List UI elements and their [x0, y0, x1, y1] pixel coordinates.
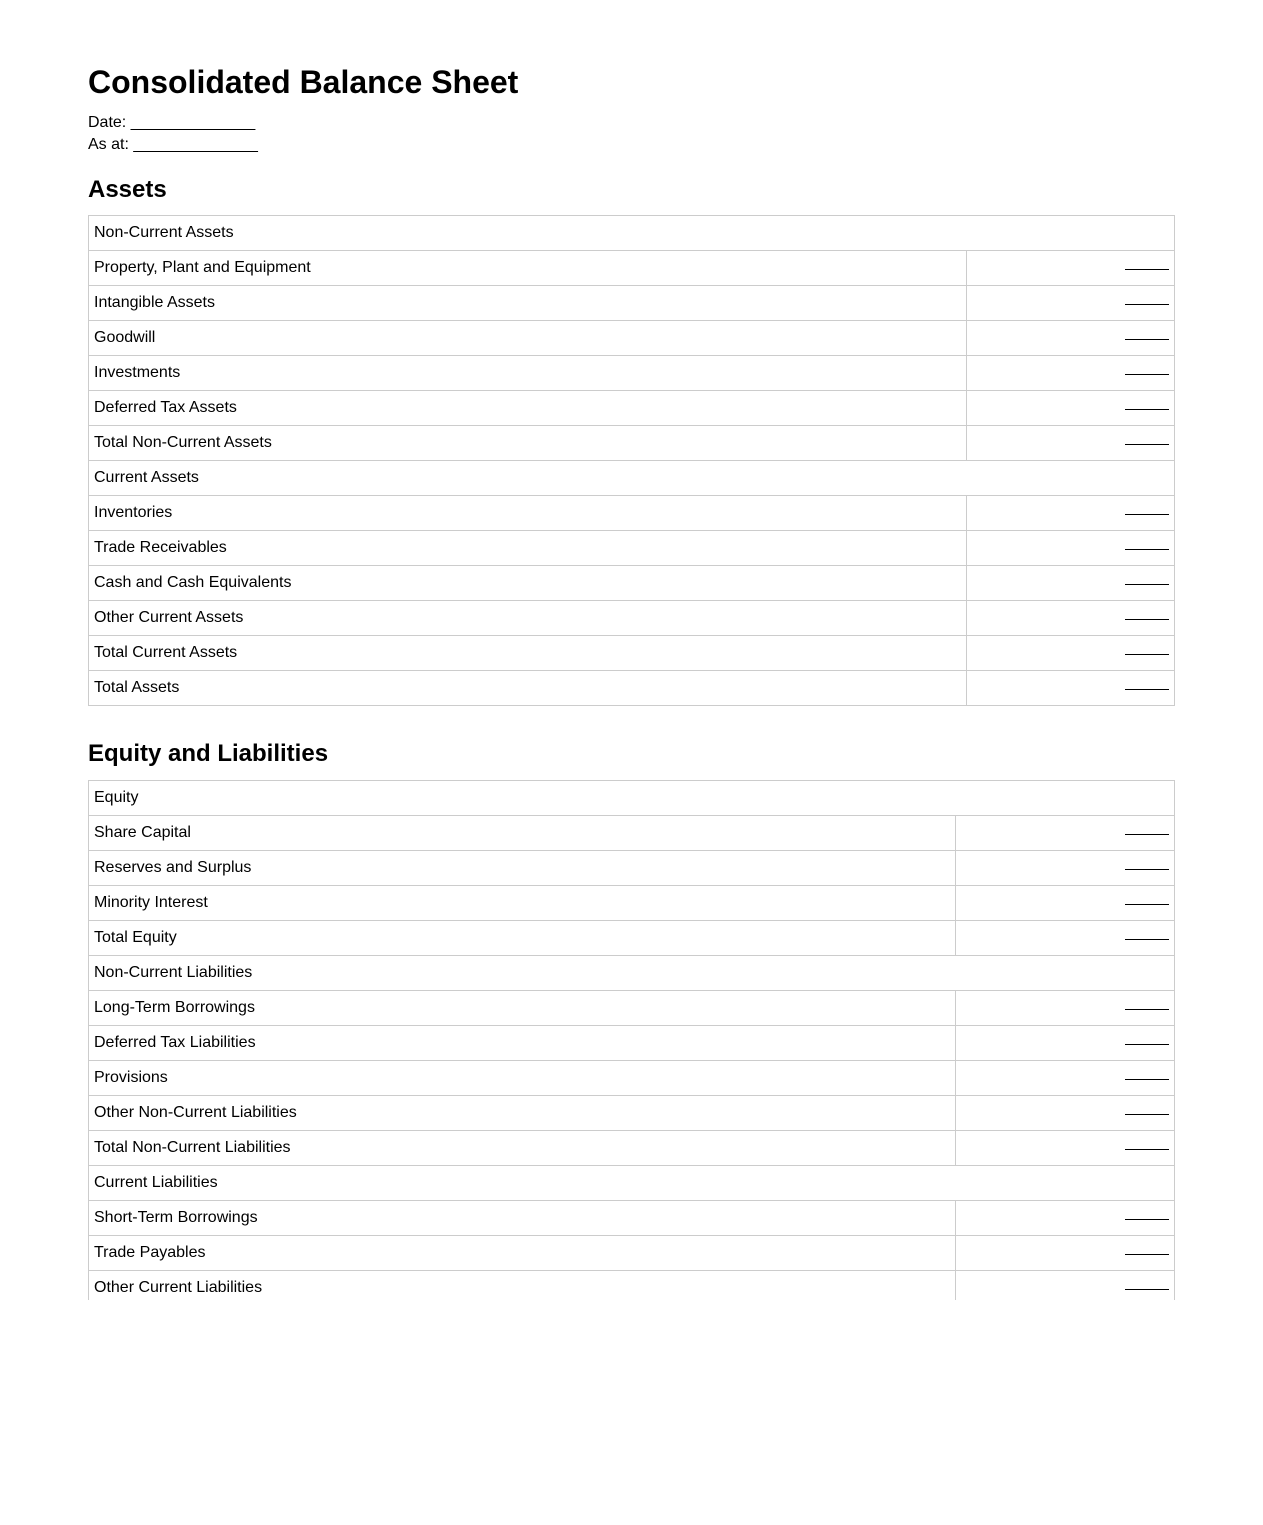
row-label: Short-Term Borrowings [89, 1201, 956, 1236]
table-row [89, 886, 1175, 921]
table-row [89, 1096, 1175, 1131]
row-label: Intangible Assets [89, 286, 967, 321]
amount-blank-line [1125, 1009, 1169, 1010]
equity-liabilities-viewport [88, 780, 1178, 1300]
table-row [89, 251, 1175, 286]
table-row [89, 1026, 1175, 1061]
row-label: Inventories [89, 496, 967, 531]
table-row [89, 321, 1175, 356]
amount-cell[interactable] [956, 1026, 1175, 1061]
table-row [89, 1061, 1175, 1096]
table-row [89, 1236, 1175, 1271]
amount-cell[interactable] [967, 531, 1175, 566]
amount-cell[interactable] [967, 251, 1175, 286]
amount-blank-line [1125, 654, 1169, 655]
amount-cell[interactable] [956, 1201, 1175, 1236]
table-row [89, 1201, 1175, 1236]
row-label: Non-Current Liabilities [89, 956, 1175, 991]
row-label: Total Non-Current Liabilities [89, 1131, 956, 1166]
amount-cell[interactable] [967, 356, 1175, 391]
amount-blank-line [1125, 1114, 1169, 1115]
amount-cell[interactable] [967, 391, 1175, 426]
row-label: Total Equity [89, 921, 956, 956]
row-label: Non-Current Assets [89, 216, 1175, 251]
amount-blank-line [1125, 869, 1169, 870]
amount-blank-line [1125, 1254, 1169, 1255]
table-row [89, 671, 1175, 706]
table-row [89, 601, 1175, 636]
as-at-blank: ______________ [133, 136, 258, 153]
amount-cell[interactable] [967, 566, 1175, 601]
amount-blank-line [1125, 584, 1169, 585]
row-label: Cash and Cash Equivalents [89, 566, 967, 601]
amount-blank-line [1125, 904, 1169, 905]
row-label: Provisions [89, 1061, 956, 1096]
amount-blank-line [1125, 549, 1169, 550]
row-label: Total Current Assets [89, 636, 967, 671]
equity-liabilities-table [88, 780, 1175, 1300]
row-label: Other Non-Current Liabilities [89, 1096, 956, 1131]
row-label: Property, Plant and Equipment [89, 251, 967, 286]
date-blank: ______________ [130, 114, 256, 131]
row-label: Reserves and Surplus [89, 851, 956, 886]
amount-cell[interactable] [967, 671, 1175, 706]
section-header-row [89, 1166, 1175, 1201]
amount-blank-line [1125, 1044, 1169, 1045]
row-label: Total Non-Current Assets [89, 426, 967, 461]
amount-blank-line [1125, 1219, 1169, 1220]
table-row [89, 286, 1175, 321]
amount-cell[interactable] [967, 426, 1175, 461]
amount-blank-line [1125, 1149, 1169, 1150]
row-label: Investments [89, 356, 967, 391]
amount-cell[interactable] [956, 1131, 1175, 1166]
row-label: Other Current Assets [89, 601, 967, 636]
amount-blank-line [1125, 1079, 1169, 1080]
amount-blank-line [1125, 514, 1169, 515]
amount-cell[interactable] [967, 601, 1175, 636]
row-label: Long-Term Borrowings [89, 991, 956, 1026]
row-label: Minority Interest [89, 886, 956, 921]
amount-cell[interactable] [956, 1096, 1175, 1131]
table-row [89, 991, 1175, 1026]
amount-blank-line [1125, 374, 1169, 375]
table-row [89, 496, 1175, 531]
equity-liabilities-heading: Equity and Liabilities [88, 740, 329, 767]
row-label: Other Current Liabilities [89, 1271, 956, 1301]
table-row [89, 531, 1175, 566]
assets-table [88, 215, 1175, 706]
table-row [89, 566, 1175, 601]
amount-blank-line [1125, 304, 1169, 305]
row-label: Current Assets [89, 461, 1175, 496]
amount-blank-line [1125, 619, 1169, 620]
amount-cell[interactable] [967, 321, 1175, 356]
amount-cell[interactable] [956, 851, 1175, 886]
amount-cell[interactable] [956, 1061, 1175, 1096]
row-label: Deferred Tax Liabilities [89, 1026, 956, 1061]
row-label: Current Liabilities [89, 1166, 1175, 1201]
table-row [89, 921, 1175, 956]
amount-blank-line [1125, 444, 1169, 445]
amount-cell[interactable] [967, 636, 1175, 671]
row-label: Trade Payables [89, 1236, 956, 1271]
row-label: Trade Receivables [89, 531, 967, 566]
date-field [88, 112, 255, 134]
table-row [89, 816, 1175, 851]
section-header-row [89, 956, 1175, 991]
table-row [89, 636, 1175, 671]
page-title: Consolidated Balance Sheet [88, 64, 519, 100]
row-label: Equity [89, 781, 1175, 816]
table-row [89, 1131, 1175, 1166]
row-label: Total Assets [89, 671, 967, 706]
assets-heading: Assets [88, 176, 167, 203]
amount-cell[interactable] [956, 921, 1175, 956]
as-at-field [88, 134, 258, 156]
amount-cell[interactable] [956, 991, 1175, 1026]
amount-blank-line [1125, 689, 1169, 690]
amount-blank-line [1125, 269, 1169, 270]
amount-cell[interactable] [967, 496, 1175, 531]
table-row [89, 1271, 1175, 1301]
amount-blank-line [1125, 409, 1169, 410]
amount-blank-line [1125, 939, 1169, 940]
amount-cell[interactable] [967, 286, 1175, 321]
amount-cell[interactable] [956, 1271, 1175, 1301]
amount-blank-line [1125, 834, 1169, 835]
row-label: Deferred Tax Assets [89, 391, 967, 426]
section-header-row [89, 461, 1175, 496]
table-row [89, 356, 1175, 391]
table-row [89, 426, 1175, 461]
as-at-label: As at: [88, 136, 129, 153]
amount-cell[interactable] [956, 886, 1175, 921]
amount-blank-line [1125, 339, 1169, 340]
section-header-row [89, 216, 1175, 251]
amount-blank-line [1125, 1289, 1169, 1290]
table-row [89, 391, 1175, 426]
row-label: Goodwill [89, 321, 967, 356]
row-label: Share Capital [89, 816, 956, 851]
amount-cell[interactable] [956, 1236, 1175, 1271]
table-row [89, 851, 1175, 886]
date-label: Date: [88, 114, 127, 131]
section-header-row [89, 781, 1175, 816]
amount-cell[interactable] [956, 816, 1175, 851]
